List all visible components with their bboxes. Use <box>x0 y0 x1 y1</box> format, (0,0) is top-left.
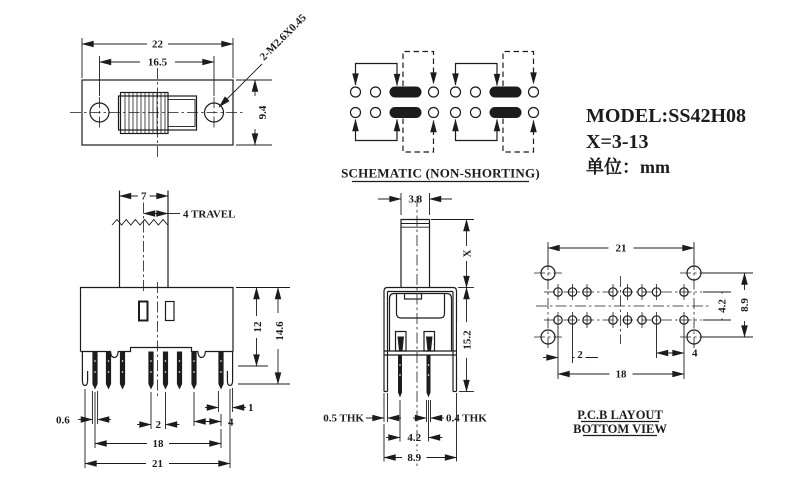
front-dim-knob-width: 7 <box>140 190 147 203</box>
model-number: MODEL:SS42H08 <box>586 105 747 127</box>
slider-contact <box>390 107 422 118</box>
mount-bracket-left <box>82 352 87 386</box>
slider-contact <box>490 107 522 118</box>
side-dim-body-height: 15.2 <box>461 330 474 350</box>
schematic-view <box>341 52 540 182</box>
side-dim-knob-thickness: 3.8 <box>408 193 423 206</box>
slider-contact <box>390 87 422 98</box>
front-view <box>56 190 290 471</box>
mount-bracket-right <box>227 352 232 386</box>
side-dim-thk-left: 0.5 THK <box>323 412 364 425</box>
front-dim-pin-pitch: 2 <box>155 419 161 431</box>
front-dim-group-gap: 4 <box>228 416 234 429</box>
side-knob <box>401 220 430 288</box>
front-body-base <box>81 348 234 358</box>
pcb-dim-mount-row-spacing: 8.9 <box>739 298 751 312</box>
side-dim-overall-depth: 8.9 <box>407 452 422 464</box>
pcb-dim-mount-hole-spacing: 21 <box>615 242 627 255</box>
front-dim-overall-width: 21 <box>152 458 163 470</box>
top-dim-hole-spacing: 16.5 <box>147 56 168 69</box>
title-block <box>586 105 746 177</box>
pcb-dim-pin-pitch: 2 <box>577 349 583 361</box>
front-dim-bracket-gap: 1 <box>248 402 254 414</box>
side-pin <box>398 355 402 398</box>
slider-knurl <box>125 93 165 133</box>
pcb-dim-row-spacing: 4.2 <box>716 299 729 313</box>
top-view <box>70 12 309 158</box>
pcb-caption-line1: P.C.B LAYOUT <box>577 408 663 422</box>
side-view <box>323 193 487 466</box>
x-range: X=3-13 <box>586 131 649 153</box>
front-dim-height-to-pins: 14.6 <box>274 321 286 341</box>
pcb-dim-pin-span: 18 <box>615 368 627 381</box>
side-dim-thk-right: 0.4 THK <box>446 412 487 425</box>
front-dim-pin-span: 18 <box>152 438 164 450</box>
unit-label: 单位：mm <box>586 157 670 177</box>
top-dim-height: 9.4 <box>257 105 269 120</box>
side-bracket <box>384 288 457 392</box>
thread-callout-label: 2-M2.6X0.45 <box>257 11 309 64</box>
front-dim-travel: 4 TRAVEL <box>183 208 236 221</box>
slider-contact <box>490 87 522 98</box>
top-dim-overall-width: 22 <box>152 38 163 51</box>
front-dim-body-height: 12 <box>252 321 264 333</box>
pcb-dim-group-gap: 4 <box>692 347 698 360</box>
break-line <box>112 220 168 226</box>
front-body <box>81 288 234 352</box>
side-dim-pin-spacing: 4.2 <box>407 432 422 444</box>
side-pin <box>427 355 431 398</box>
pcb-view <box>534 242 753 437</box>
side-dim-knob-height: X <box>461 249 474 258</box>
schematic-caption: SCHEMATIC (NON-SHORTING) <box>341 165 540 181</box>
front-dim-pin-thickness: 0.6 <box>56 414 70 427</box>
pcb-caption-line2: BOTTOM VIEW <box>573 422 667 436</box>
